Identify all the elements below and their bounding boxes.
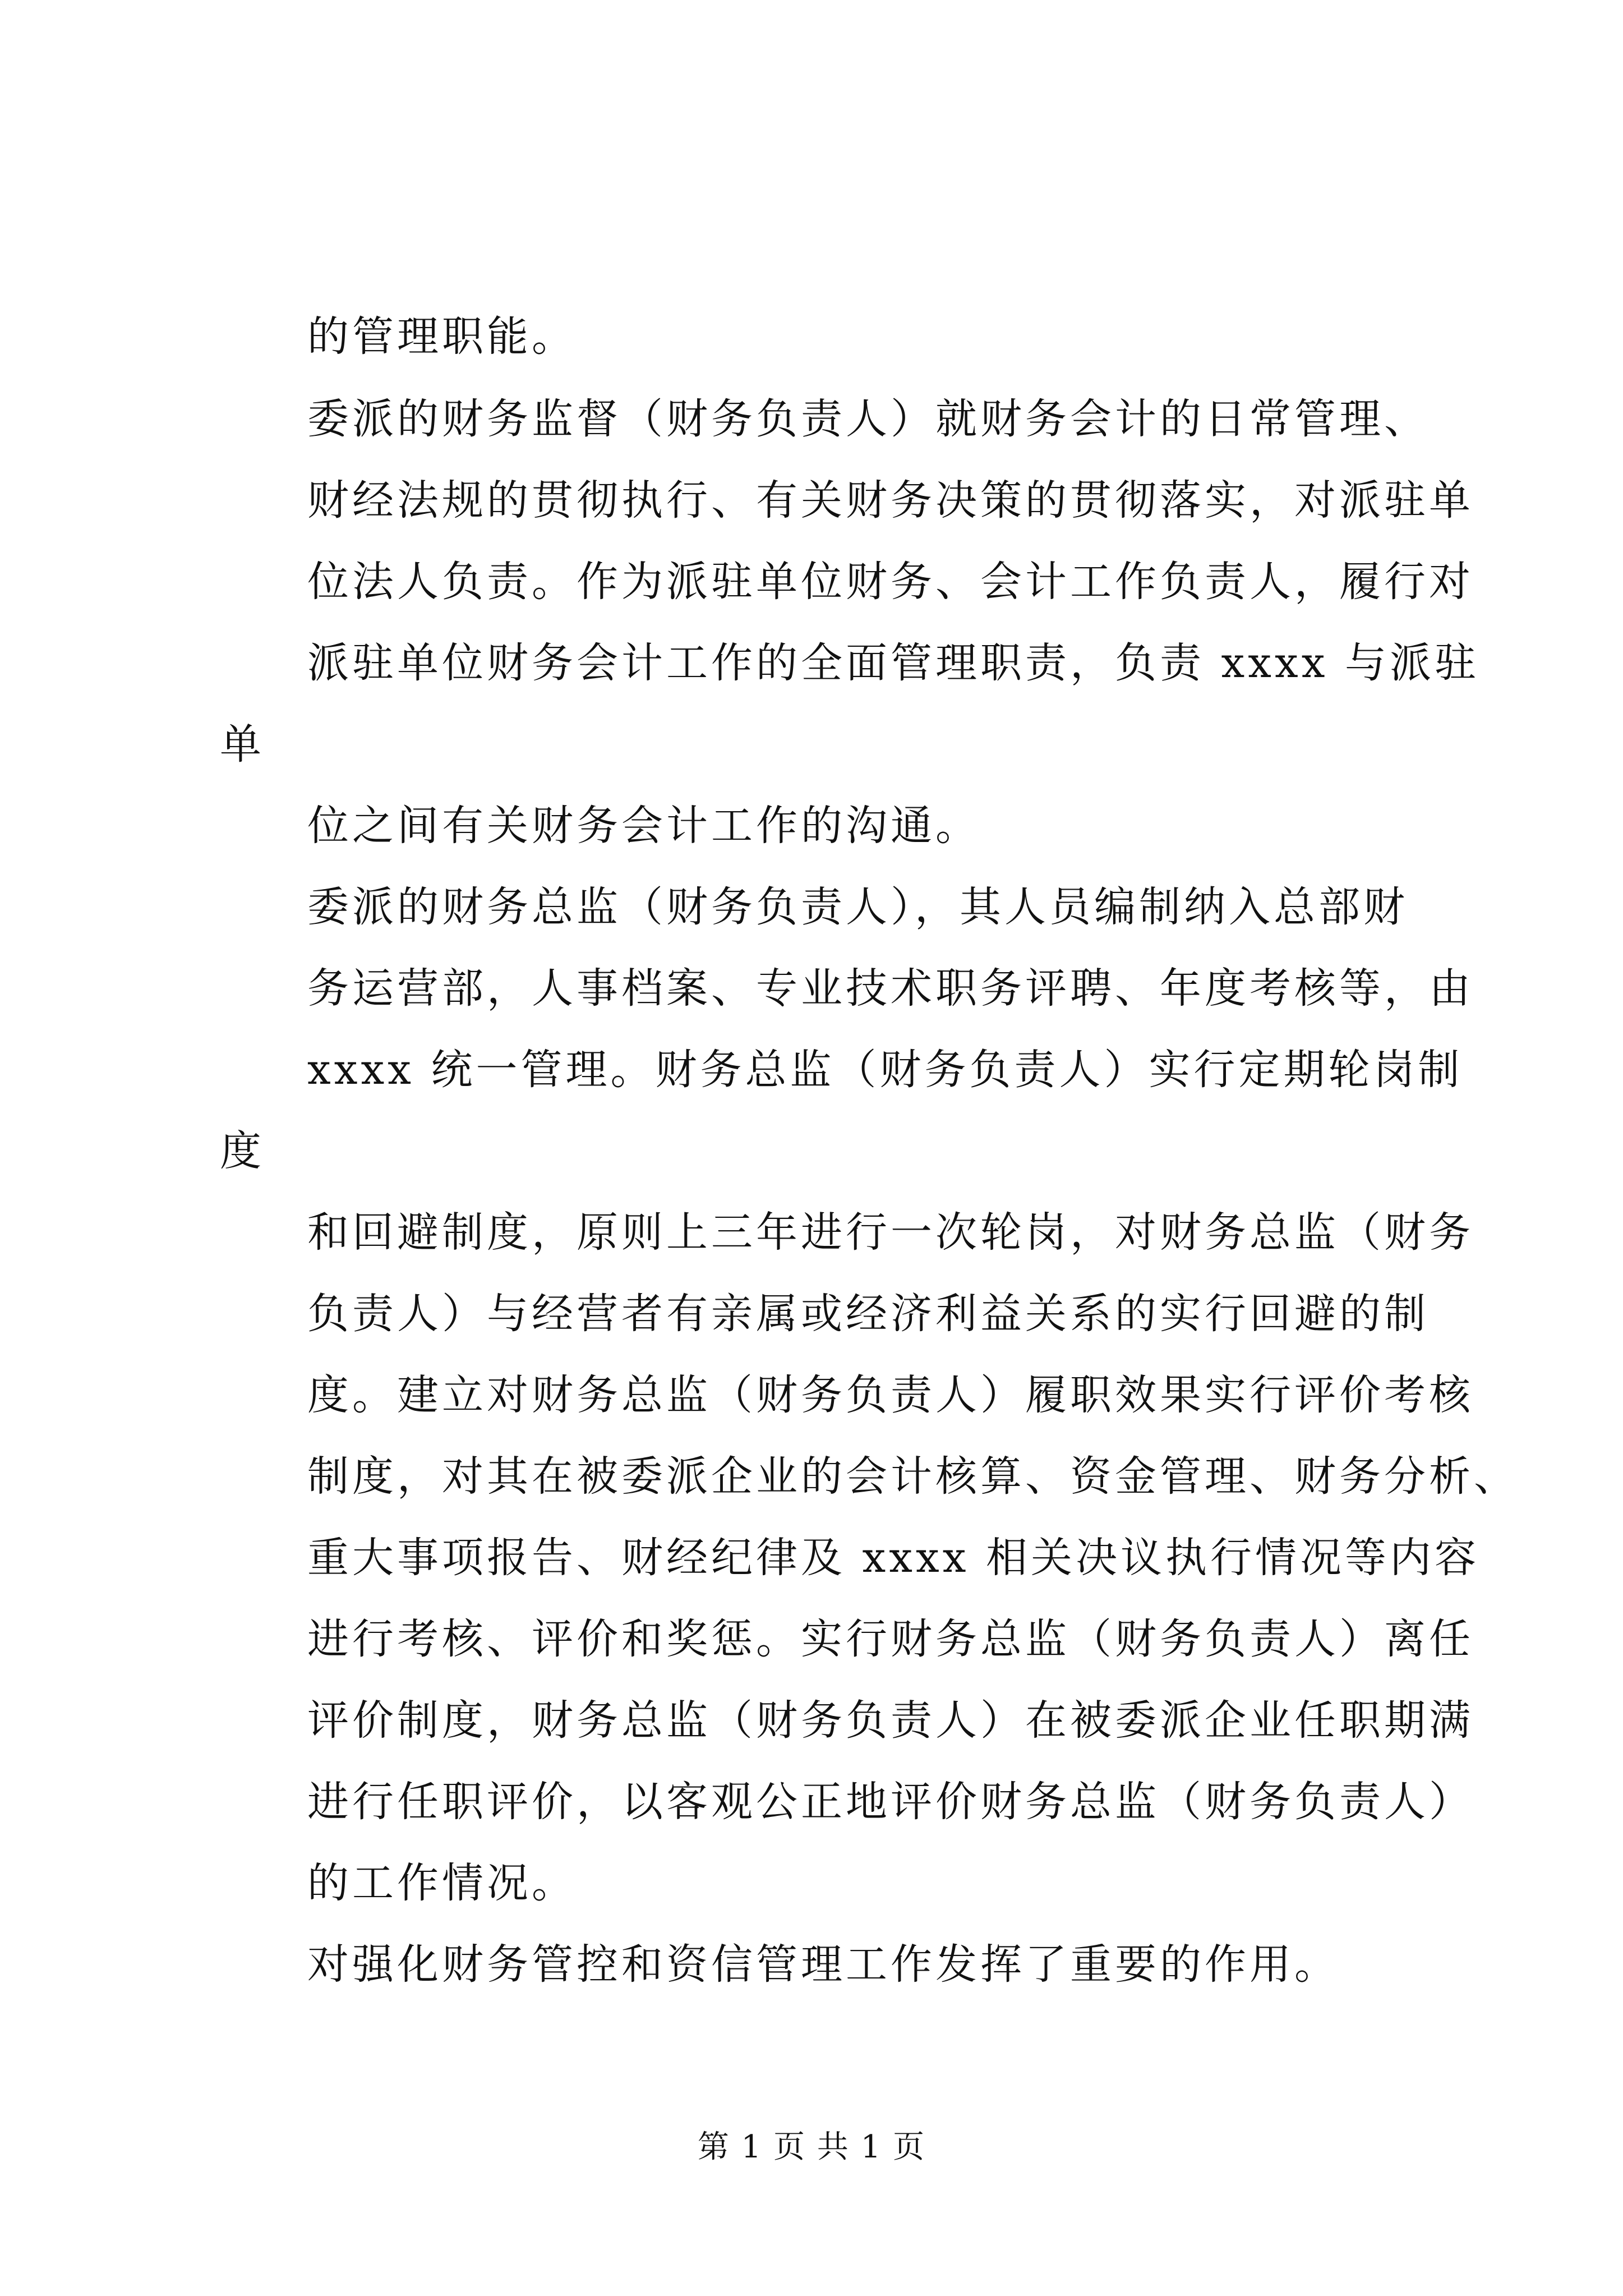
text-line: 度。建立对财务总监（财务负责人）履职效果实行评价考核 <box>307 1371 1474 1419</box>
text-line: 委派的财务总监（财务负责人），其人员编制纳入总部财 <box>307 883 1408 931</box>
text-line: 的管理职能。 <box>307 312 577 361</box>
text-line: 委派的财务监督（财务负责人）就财务会计的日常管理、 <box>307 395 1429 443</box>
text-line: 度 <box>220 1127 265 1175</box>
text-line: 对强化财务管控和资信管理工作发挥了重要的作用。 <box>307 1940 1339 1989</box>
text-line: 进行任职评价，以客观公正地评价财务总监（财务负责人） <box>307 1778 1474 1826</box>
text-line: 位之间有关财务会计工作的沟通。 <box>307 802 980 850</box>
text-line: 的工作情况。 <box>307 1859 577 1907</box>
text-line: 评价制度，财务总监（财务负责人）在被委派企业任职期满 <box>307 1696 1474 1745</box>
text-line: 制度，对其在被委派企业的会计核算、资金管理、财务分析、 <box>307 1452 1519 1501</box>
text-line: 派驻单位财务会计工作的全面管理职责，负责 xxxx 与派驻 <box>307 639 1479 687</box>
text-line: xxxx 统一管理。财务总监（财务负责人）实行定期轮岗制 <box>307 1046 1463 1094</box>
text-line: 务运营部，人事档案、专业技术职务评聘、年度考核等，由 <box>307 964 1474 1013</box>
text-line: 负责人）与经营者有亲属或经济利益关系的实行回避的制 <box>307 1290 1429 1338</box>
text-line: 财经法规的贯彻执行、有关财务决策的贯彻落实，对派驻单 <box>307 476 1474 524</box>
text-line: 进行考核、评价和奖惩。实行财务总监（财务负责人）离任 <box>307 1615 1474 1663</box>
text-line: 位法人负责。作为派驻单位财务、会计工作负责人，履行对 <box>307 558 1474 606</box>
text-line: 重大事项报告、财经纪律及 xxxx 相关决议执行情况等内容 <box>307 1534 1479 1582</box>
page-footer: 第 1 页 共 1 页 <box>697 2129 926 2165</box>
text-line: 单 <box>220 720 265 769</box>
text-line: 和回避制度，原则上三年进行一次轮岗，对财务总监（财务 <box>307 1208 1474 1257</box>
